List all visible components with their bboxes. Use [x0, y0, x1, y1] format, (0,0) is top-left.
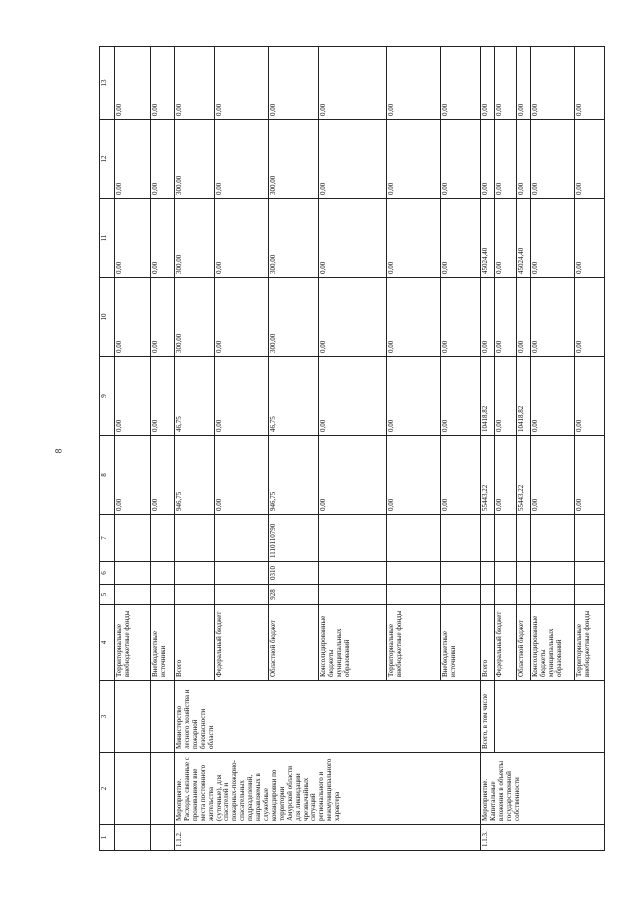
value-cell: 0,00 [575, 357, 605, 436]
value-cell: 10418,82 [517, 357, 531, 436]
value-cell: 0,00 [319, 120, 387, 199]
csr-cell [441, 515, 481, 562]
value-cell: 0,00 [215, 199, 269, 278]
value-cell: 0,00 [115, 199, 151, 278]
value-cell: 0,00 [319, 357, 387, 436]
value-cell: 0,00 [575, 436, 605, 515]
source-cell: Территориальные внебюджетные фонды [115, 605, 151, 681]
value-cell: 0,00 [319, 278, 387, 357]
source-cell: Внебюджетные источники [441, 605, 481, 681]
value-cell: 0,00 [575, 278, 605, 357]
table-row [495, 47, 517, 851]
item-name: Мероприятие. Расходы, связанные с проживанием вне места постоянного жительства (суточные), для спасателей и пожарных-пожарно-спасательных подразделений, направляемых в служебные командировки по территории Амурской области для ликвидации чрезвычайных ситуаций регионального и межмуниципального характера [175, 753, 481, 825]
header-cell: 8 [100, 436, 115, 515]
grbs-cell [175, 585, 215, 605]
value-cell: 0,00 [215, 436, 269, 515]
value-cell: 0,00 [387, 357, 441, 436]
value-cell: 0,00 [531, 47, 575, 120]
header-cell: 3 [100, 681, 115, 753]
value-cell: 0,00 [269, 47, 319, 120]
value-cell: 0,00 [441, 436, 481, 515]
value-cell: 0,00 [151, 47, 175, 120]
value-cell: 0,00 [441, 199, 481, 278]
csr-cell [387, 515, 441, 562]
value-cell: 0,00 [387, 47, 441, 120]
value-cell: 0,00 [531, 436, 575, 515]
value-cell: 0,00 [319, 199, 387, 278]
value-cell: 0,00 [387, 436, 441, 515]
source-cell: Консолидированные бюджеты муниципальных образований [319, 605, 387, 681]
item-executor: Всего, в том числе [481, 681, 495, 753]
value-cell: 0,00 [319, 436, 387, 515]
header-cell: 10 [100, 278, 115, 357]
value-cell: 55443,22 [481, 436, 495, 515]
item-code: 1.1.3. [481, 825, 605, 851]
value-cell: 45024,40 [481, 199, 495, 278]
source-cell: Территориальные внебюджетные фонды [387, 605, 441, 681]
item-name: Мероприятие. Капитальные вложения в объекты государственной собственности [481, 753, 605, 825]
table-row [175, 47, 215, 851]
csr-cell [215, 515, 269, 562]
table-row [481, 47, 495, 851]
source-cell: Внебюджетные источники [151, 605, 175, 681]
table-row [151, 47, 175, 851]
value-cell: 0,00 [481, 47, 495, 120]
grbs-cell [387, 585, 441, 605]
value-cell: 0,00 [495, 357, 517, 436]
value-cell: 0,00 [319, 47, 387, 120]
rzpr-cell [387, 562, 441, 585]
header-cell: 11 [100, 199, 115, 278]
value-cell: 0,00 [441, 357, 481, 436]
value-cell: 0,00 [517, 120, 531, 199]
value-cell: 0,00 [175, 47, 215, 120]
rzpr-cell: 0310 [269, 562, 319, 585]
value-cell: 0,00 [575, 47, 605, 120]
header-cell: 9 [100, 357, 115, 436]
value-cell: 946,75 [175, 436, 215, 515]
value-cell: 0,00 [481, 278, 495, 357]
value-cell: 0,00 [115, 436, 151, 515]
value-cell: 0,00 [151, 436, 175, 515]
value-cell: 300,00 [175, 120, 215, 199]
grbs-cell [215, 585, 269, 605]
value-cell: 946,75 [269, 436, 319, 515]
source-cell: Областной бюджет [517, 605, 531, 681]
value-cell: 0,00 [441, 120, 481, 199]
value-cell: 300,00 [269, 120, 319, 199]
rotated-table-container [99, 47, 593, 851]
value-cell: 0,00 [215, 278, 269, 357]
value-cell: 300,00 [269, 199, 319, 278]
value-cell: 0,00 [517, 47, 531, 120]
value-cell: 0,00 [387, 120, 441, 199]
value-cell: 0,00 [215, 120, 269, 199]
header-row [100, 47, 115, 851]
value-cell: 300,00 [175, 278, 215, 357]
value-cell: 0,00 [531, 199, 575, 278]
value-cell: 0,00 [531, 357, 575, 436]
grbs-cell: 928 [269, 585, 319, 605]
value-cell: 0,00 [151, 278, 175, 357]
table-row [115, 47, 151, 851]
value-cell: 0,00 [151, 120, 175, 199]
value-cell: 0,00 [575, 120, 605, 199]
value-cell: 0,00 [441, 278, 481, 357]
value-cell: 0,00 [517, 278, 531, 357]
rzpr-cell [441, 562, 481, 585]
header-cell: 12 [100, 120, 115, 199]
csr-cell [319, 515, 387, 562]
value-cell: 0,00 [115, 357, 151, 436]
header-cell: 5 [100, 585, 115, 605]
page-number: 8 [53, 448, 64, 454]
header-cell: 7 [100, 515, 115, 562]
value-cell: 55443,22 [517, 436, 531, 515]
header-cell: 6 [100, 562, 115, 585]
value-cell: 0,00 [495, 47, 517, 120]
source-cell: Федеральный бюджет [495, 605, 517, 681]
value-cell: 0,00 [215, 47, 269, 120]
value-cell: 0,00 [115, 278, 151, 357]
grbs-cell [441, 585, 481, 605]
value-cell: 0,00 [215, 357, 269, 436]
value-cell: 0,00 [115, 120, 151, 199]
grbs-cell [319, 585, 387, 605]
value-cell: 0,00 [115, 47, 151, 120]
value-cell: 300,00 [269, 278, 319, 357]
value-cell: 0,00 [531, 120, 575, 199]
csr-cell: 1110110790 [269, 515, 319, 562]
value-cell: 10418,82 [481, 357, 495, 436]
value-cell: 0,00 [481, 120, 495, 199]
value-cell: 45024,40 [517, 199, 531, 278]
value-cell: 0,00 [387, 278, 441, 357]
item-executor: Министерство лесного хозяйства и пожарной безопасности области [175, 681, 481, 753]
value-cell: 0,00 [151, 357, 175, 436]
rzpr-cell [319, 562, 387, 585]
budget-table [99, 46, 605, 851]
source-cell: Территориальные внебюджетные фонды [575, 605, 605, 681]
value-cell: 300,00 [175, 199, 215, 278]
value-cell: 0,00 [495, 278, 517, 357]
source-cell: Областной бюджет [269, 605, 319, 681]
source-cell: Всего [175, 605, 215, 681]
value-cell: 0,00 [495, 436, 517, 515]
value-cell: 0,00 [495, 120, 517, 199]
source-cell: Консолидированные бюджеты муниципальных образований [531, 605, 575, 681]
header-cell: 2 [100, 753, 115, 825]
value-cell: 46,75 [175, 357, 215, 436]
header-cell: 13 [100, 47, 115, 120]
source-cell: Федеральный бюджет [215, 605, 269, 681]
value-cell: 0,00 [441, 47, 481, 120]
header-cell: 1 [100, 825, 115, 851]
value-cell: 0,00 [495, 199, 517, 278]
rzpr-cell [215, 562, 269, 585]
header-cell: 4 [100, 605, 115, 681]
value-cell: 0,00 [531, 278, 575, 357]
value-cell: 0,00 [575, 199, 605, 278]
csr-cell [175, 515, 215, 562]
value-cell: 0,00 [151, 199, 175, 278]
value-cell: 46,75 [269, 357, 319, 436]
source-cell: Всего [481, 605, 495, 681]
item-code: 1.1.2. [175, 825, 481, 851]
value-cell: 0,00 [387, 199, 441, 278]
rzpr-cell [175, 562, 215, 585]
